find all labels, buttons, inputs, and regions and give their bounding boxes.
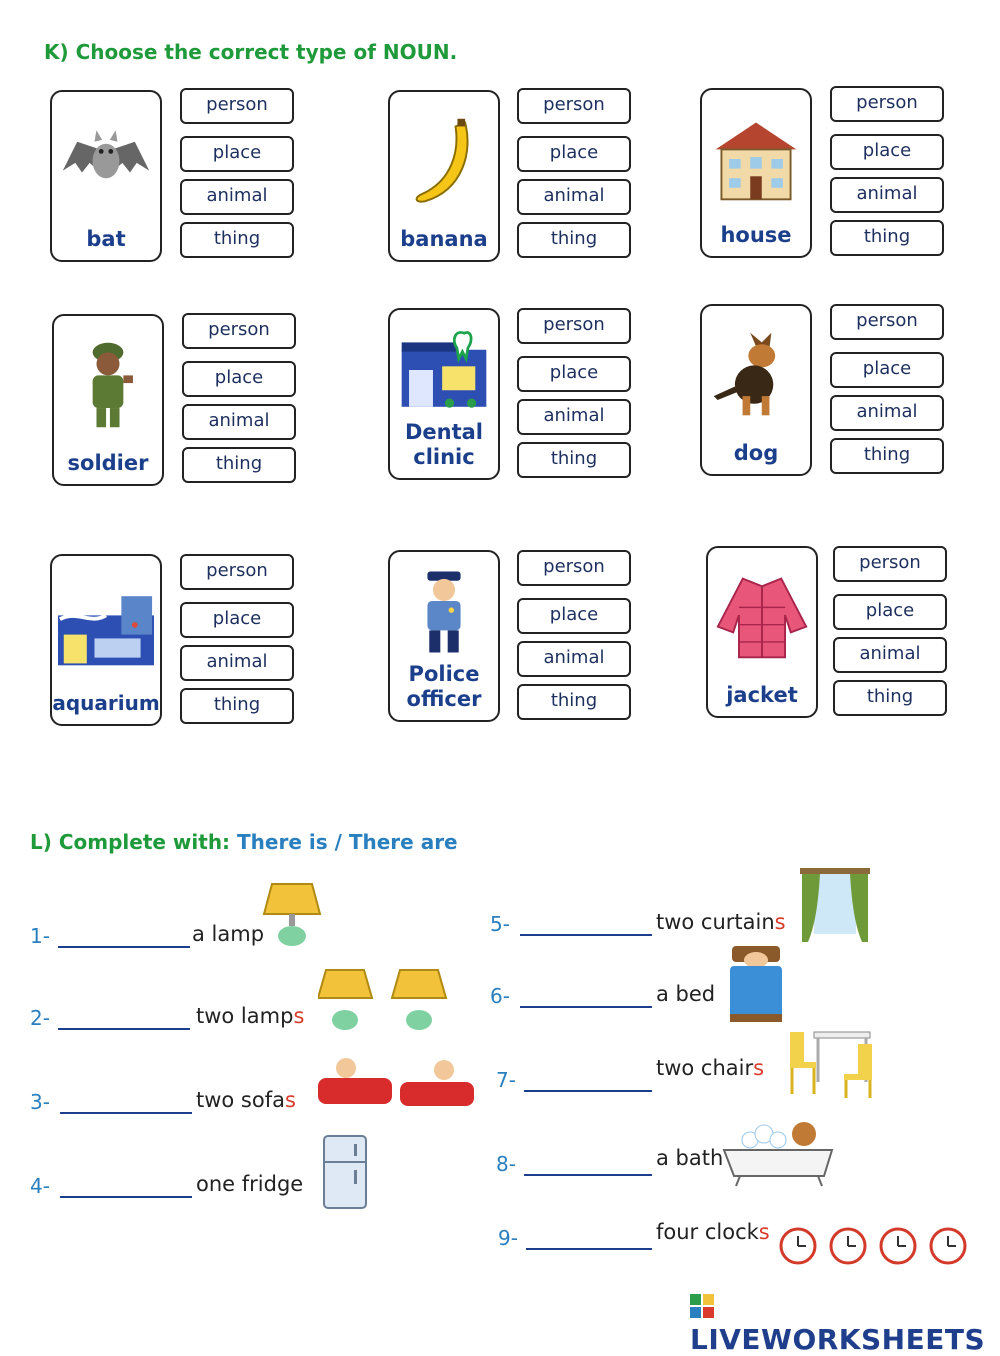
exercise-item-1 [30,912,290,952]
logo-text: LIVEWORKSHEETS [690,1323,986,1356]
item-text-base: two curtain [656,910,775,934]
aquarium-icon [58,570,154,680]
option-person[interactable]: person [517,550,631,586]
card-word: aquarium [52,691,160,715]
card-word: house [720,223,792,247]
item-text [192,922,264,946]
answer-blank[interactable] [58,1002,190,1030]
card-word [390,420,498,470]
exercise-item-4 [30,1162,320,1202]
option-place[interactable]: place [182,361,296,397]
option-thing[interactable]: thing [182,447,296,483]
exercise-item-3 [30,1078,310,1118]
section-l-title-prefix: L) Complete with: [30,830,231,854]
plural-s: s [753,1056,765,1080]
card-word: soldier [67,451,149,475]
option-thing[interactable]: thing [830,438,944,474]
two-lamps-icon [318,966,452,1032]
noun-card-soldier [52,314,164,486]
option-thing[interactable]: thing [833,680,947,716]
plural-s: s [284,1088,296,1112]
option-person[interactable]: person [833,546,947,582]
item-text [196,1088,296,1112]
option-place[interactable]: place [180,602,294,638]
option-person[interactable]: person [182,313,296,349]
option-thing[interactable]: thing [180,222,294,258]
item-text [656,1220,770,1244]
option-animal[interactable]: animal [180,645,294,681]
option-thing[interactable]: thing [180,688,294,724]
noun-card-police-officer [388,550,500,722]
plural-s: s [758,1220,770,1244]
item-text [196,1004,304,1028]
item-text-base: a bed [656,982,716,1006]
option-animal[interactable]: animal [517,399,631,435]
option-place[interactable]: place [517,598,631,634]
item-text [656,910,786,934]
liveworksheets-logo-icon [690,1294,714,1318]
option-person[interactable]: person [180,554,294,590]
option-person[interactable]: person [830,86,944,122]
noun-card-dental-clinic [388,308,500,480]
exercise-item-7 [496,1056,796,1096]
option-animal[interactable]: animal [182,404,296,440]
answer-blank[interactable] [520,980,652,1008]
card-word [390,662,498,712]
card-word-line1: Police [408,662,480,686]
option-thing[interactable]: thing [517,684,631,720]
option-person[interactable]: person [517,88,631,124]
item-text [656,1056,764,1080]
item-text-base: a lamp [192,922,265,946]
option-animal[interactable]: animal [830,177,944,213]
card-word-line1: Dental [404,420,484,444]
bath-icon [720,1116,836,1190]
two-sofas-icon [316,1052,476,1116]
item-number: 7- [496,1068,516,1092]
item-text-base: two sofa [196,1088,285,1112]
card-word-line2: clinic [413,445,475,469]
lamp-icon [262,880,322,948]
bed-icon [726,944,786,1026]
exercise-item-8 [496,1140,756,1180]
noun-card-bat [50,90,162,262]
answer-blank[interactable] [524,1064,652,1092]
option-place[interactable]: place [517,356,631,392]
plural-s: s [774,910,786,934]
noun-card-jacket [706,546,818,718]
item-text-base: two chair [656,1056,754,1080]
item-number: 1- [30,924,50,948]
option-animal[interactable]: animal [517,179,631,215]
answer-blank[interactable] [60,1170,192,1198]
police-officer-icon [396,566,492,658]
option-person[interactable]: person [830,304,944,340]
option-animal[interactable]: animal [833,637,947,673]
noun-card-house [700,88,812,258]
item-text-base: four clock [656,1220,759,1244]
card-word: dog [733,441,779,465]
option-place[interactable]: place [180,136,294,172]
card-word: jacket [726,683,798,707]
four-clocks-icon [776,1220,972,1268]
exercise-item-9 [498,1214,778,1254]
option-place[interactable]: place [830,352,944,388]
option-person[interactable]: person [180,88,294,124]
answer-blank[interactable] [526,1222,652,1250]
option-animal[interactable]: animal [517,641,631,677]
card-word: banana [400,227,488,251]
option-place[interactable]: place [833,594,947,630]
item-number: 9- [498,1226,518,1250]
item-text [196,1172,303,1196]
fridge-icon [320,1134,370,1210]
section-l-title-phrase: There is / There are [237,830,458,854]
item-text-base: two lamp [196,1004,294,1028]
exercise-item-2 [30,994,310,1034]
noun-card-banana [388,90,500,262]
house-icon [708,104,804,214]
card-word-line2: officer [406,687,482,711]
item-number: 2- [30,1006,50,1030]
option-thing[interactable]: thing [517,222,631,258]
option-animal[interactable]: animal [830,395,944,431]
liveworksheets-logo [690,1290,1000,1356]
item-number: 8- [496,1152,516,1176]
answer-blank[interactable] [524,1148,652,1176]
item-text [656,982,715,1006]
option-animal[interactable]: animal [180,179,294,215]
item-text-base: a bath [656,1146,724,1170]
card-word: bat [86,227,126,251]
section-k-title: K) Choose the correct type of NOUN. [44,40,458,64]
noun-card-dog [700,304,812,476]
answer-blank[interactable] [60,1086,192,1114]
option-thing[interactable]: thing [517,442,631,478]
section-l-title [30,830,458,854]
exercise-item-6 [490,972,750,1012]
soldier-icon [60,330,156,440]
plural-s: s [293,1004,305,1028]
option-place[interactable]: place [517,136,631,172]
banana-icon [396,106,492,216]
item-number: 5- [490,912,510,936]
item-text-base: one fridge [196,1172,304,1196]
curtains-icon [800,868,870,944]
item-number: 3- [30,1090,50,1114]
exercise-item-5 [490,900,790,940]
item-number: 4- [30,1174,50,1198]
option-place[interactable]: place [830,134,944,170]
dental-clinic-icon [396,324,492,416]
dog-icon [708,320,804,430]
chairs-and-table-icon [786,1022,876,1100]
item-text [656,1146,723,1170]
answer-blank[interactable] [58,920,190,948]
option-person[interactable]: person [517,308,631,344]
item-number: 6- [490,984,510,1008]
answer-blank[interactable] [520,908,652,936]
bat-icon [58,106,154,216]
noun-card-aquarium [50,554,162,726]
jacket-icon [714,562,810,672]
option-thing[interactable]: thing [830,220,944,256]
